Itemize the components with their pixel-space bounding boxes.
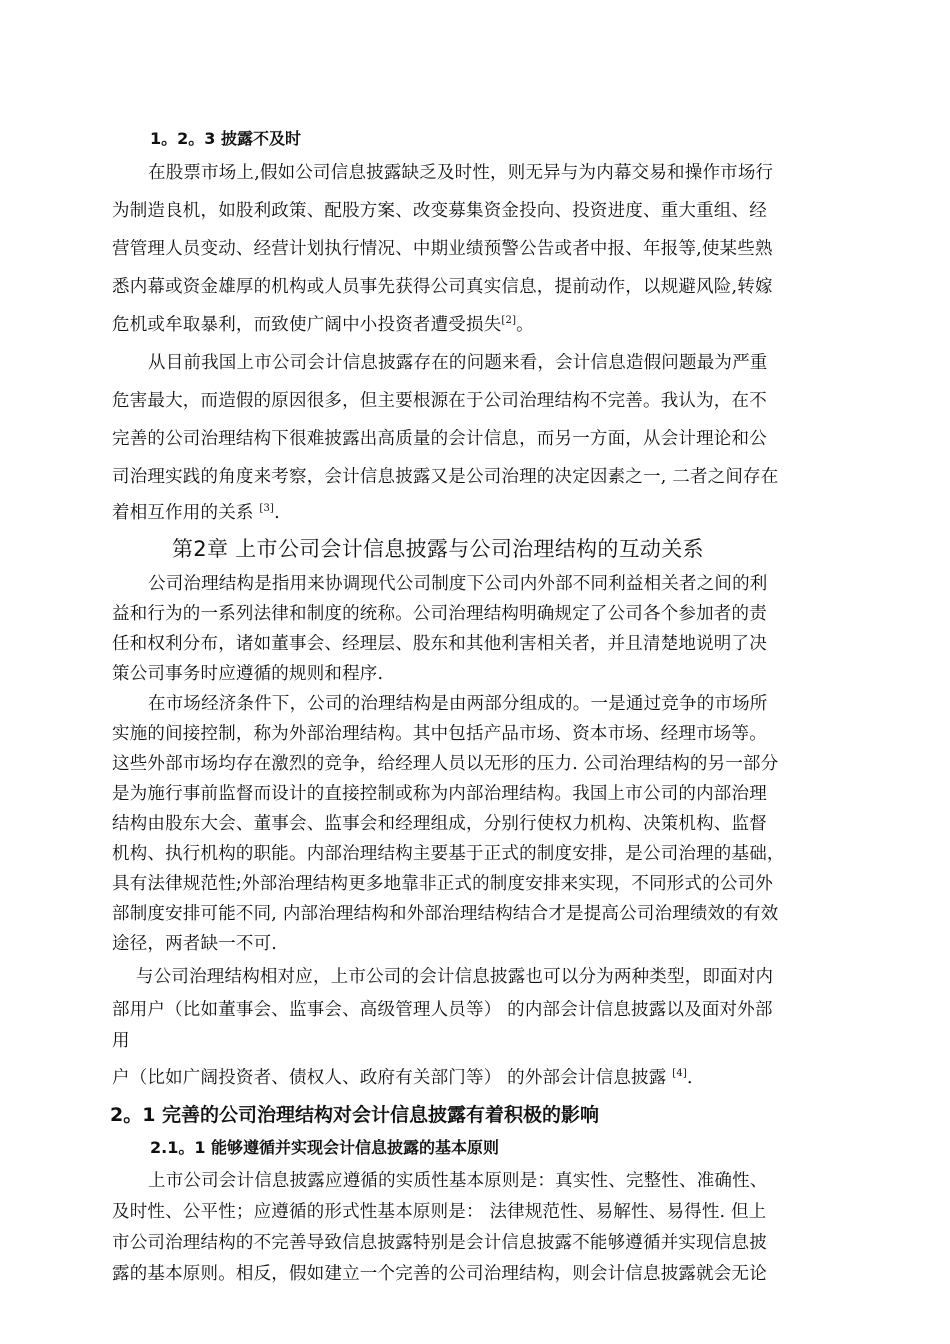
- para4-line: 部制度安排可能不同, 内部治理结构和外部治理结构结合才是提高公司治理绩效的有效: [112, 904, 779, 924]
- para6-line: 市公司治理结构的不完善导致信息披露特别是会计信息披露不能够遵循并实现信息披: [112, 1233, 767, 1253]
- para1-text: 危机或牟取暴利，而致使广阔中小投资者遭受损失: [112, 315, 502, 335]
- para1-end: 。: [516, 315, 534, 335]
- para6-line: 上市公司会计信息披露应遵循的实质性基本原则是：真实性、完整性、准确性、: [148, 1171, 768, 1191]
- para2-line-last: [112, 499, 280, 524]
- para5-line: 部用户（比如董事会、监事会、高级管理人员等） 的内部会计信息披露以及面对外部: [112, 1000, 773, 1020]
- heading-1-2-3: 1。2。3 披露不及时: [150, 129, 301, 148]
- para5-line-last: [112, 1064, 705, 1089]
- citation-2: [2]: [501, 315, 517, 327]
- para3-line: 任和权利分布，诸如董事会、经理层、股东和其他利害相关者，并且清楚地说明了决: [112, 634, 767, 654]
- para2-line: 司治理实践的角度来考察，会计信息披露又是公司治理的决定因素之一, 二者之间存在: [112, 467, 779, 487]
- para2-text: 着相互作用的关系: [112, 503, 254, 523]
- para4-line: 结构由股东大会、董事会、监事会和经理组成，分别行使权力机构、决策机构、监督: [112, 814, 767, 834]
- para5-end: ．: [687, 1068, 705, 1088]
- para4-line: 在市场经济条件下，公司的治理结构是由两部分组成的。一是通过竞争的市场所: [148, 694, 768, 714]
- citation-3: [3]: [259, 503, 275, 515]
- para2-line: 从目前我国上市公司会计信息披露存在的问题来看，会计信息造假问题最为严重: [148, 353, 768, 373]
- para3-line: 公司治理结构是指用来协调现代公司制度下公司内外部不同利益相关者之间的利: [148, 574, 768, 594]
- subsection-2-1-1-heading: 2.1。1 能够遵循并实现会计信息披露的基本原则: [150, 1138, 500, 1157]
- para4-line: 实施的间接控制，称为外部治理结构。其中包括产品市场、资本市场、经理市场等。: [112, 724, 767, 744]
- para1-line: 悉内幕或资金雄厚的机构或人员事先获得公司真实信息，提前动作，以规避风险,转嫁: [112, 277, 773, 297]
- section-2-1-heading: 2。1 完善的公司治理结构对会计信息披露有着积极的影响: [110, 1104, 600, 1126]
- para1-line: 为制造良机，如股利政策、配股方案、改变募集资金投向、投资进度、重大重组、经: [112, 201, 767, 221]
- para3-line: 策公司事务时应遵循的规则和程序.: [112, 664, 384, 684]
- para5-text: 户（比如广阔投资者、债权人、政府有关部门等） 的外部会计信息披露: [112, 1068, 667, 1088]
- para2-end: .: [274, 503, 280, 523]
- para2-line: 完善的公司治理结构下很难披露出高质量的会计信息，而另一方面，从会计理论和公: [112, 429, 767, 449]
- para6-line: 露的基本原则。相反，假如建立一个完善的公司治理结构，则会计信息披露就会无论: [112, 1264, 767, 1284]
- citation-4: [4]: [672, 1068, 687, 1080]
- para4-line: 这些外部市场均存在激烈的竞争，给经理人员以无形的压力. 公司治理结构的另一部分: [112, 754, 779, 774]
- para4-line: 具有法律规范性;外部治理结构更多地靠非正式的制度安排来实现，不同形式的公司外: [112, 874, 773, 894]
- para5-line: 用: [112, 1031, 130, 1051]
- para4-line: 是为施行事前监督而设计的直接控制或称为内部治理结构。我国上市公司的内部治理: [112, 784, 767, 804]
- para3-line: 益和行为的一系列法律和制度的统称。公司治理结构明确规定了公司各个参加者的责: [112, 604, 767, 624]
- para2-line: 危害最大，而造假的原因很多，但主要根源在于公司治理结构不完善。我认为，在不: [112, 391, 767, 411]
- para1-line-last: [112, 311, 534, 336]
- para4-line: 途径，两者缺一不可.: [112, 934, 278, 954]
- para4-line: 机构、执行机构的职能。内部治理结构主要基于正式的制度安排，是公司治理的基础，: [112, 844, 785, 864]
- para6-line: 及时性、公平性；应遵循的形式性基本原则是： 法律规范性、易解性、易得性. 但上: [112, 1202, 767, 1222]
- para5-line: 与公司治理结构相对应，上市公司的会计信息披露也可以分为两种类型，即面对内: [136, 967, 774, 987]
- chapter-title: 第2章 上市公司会计信息披露与公司治理结构的互动关系: [172, 537, 704, 561]
- para1-line: 营管理人员变动、经营计划执行情况、中期业绩预警公告或者中报、年报等,使某些熟: [112, 239, 773, 259]
- para1-line: 在股票市场上,假如公司信息披露缺乏及时性，则无异与为内幕交易和操作市场行: [148, 163, 774, 183]
